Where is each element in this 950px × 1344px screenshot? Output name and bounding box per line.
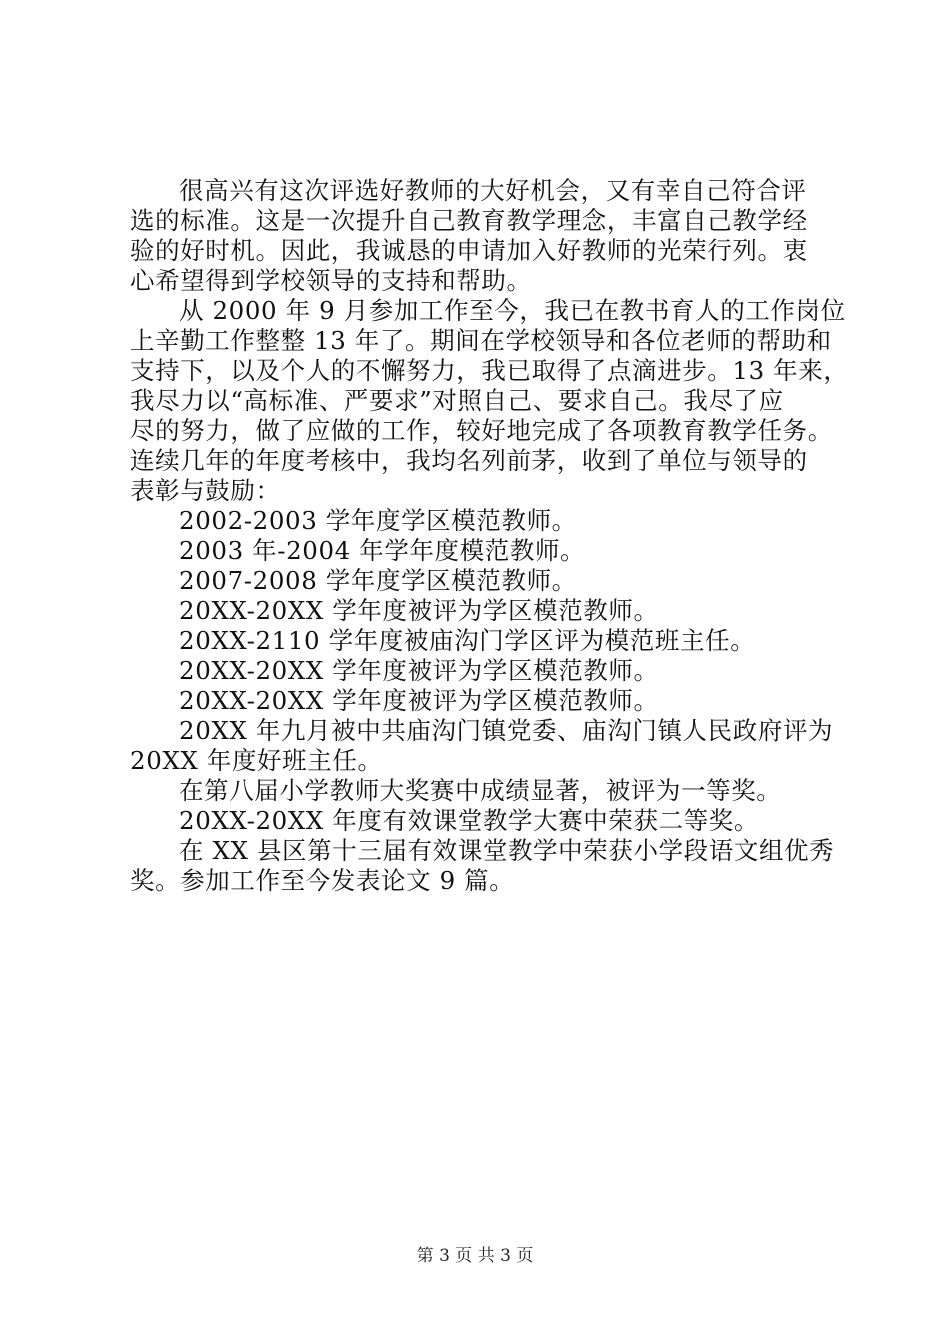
text-line: 从 2000 年 9 月参加工作至今，我已在教书育人的工作岗位 <box>179 296 846 325</box>
award-item: 2007-2008 学年度学区模范教师。 <box>179 566 577 595</box>
text-line: 验的好时机。因此，我诚恳的申请加入好教师的光荣行列。衷 <box>130 236 808 265</box>
award-item: 20XX-20XX 年度有效课堂教学大赛中荣获二等奖。 <box>179 806 760 835</box>
award-list <box>130 506 840 896</box>
text-line: 选的标准。这是一次提升自己教育教学理念，丰富自己教学经 <box>130 206 808 235</box>
text-line: 心希望得到学校领导的支持和帮助。 <box>130 266 532 295</box>
text-line: 我尽力以“高标准、严要求”对照自己、要求自己。我尽了应 <box>130 386 784 415</box>
award-item: 20XX-20XX 学年度被评为学区模范教师。 <box>179 656 659 685</box>
award-item: 2003 年-2004 年学年度模范教师。 <box>179 536 586 565</box>
text-line: 在 XX 县区第十三届有效课堂教学中荣获小学段语文组优秀 <box>179 836 835 865</box>
text-line: 连续几年的年度考核中，我均名列前茅，收到了单位与领导的 <box>130 446 808 475</box>
text-line: 很高兴有这次评选好教师的大好机会，又有幸自己符合评 <box>179 176 807 205</box>
text-line: 支持下，以及个人的不懈努力，我已取得了点滴进步。13 年来， <box>130 356 849 385</box>
award-item: 2002-2003 学年度学区模范教师。 <box>179 506 577 535</box>
paragraph-work-history <box>130 296 849 506</box>
text-line: 20XX 年度好班主任。 <box>130 746 383 775</box>
text-line: 尽的努力，做了应做的工作，较好地完成了各项教育教学任务。 <box>130 416 833 445</box>
award-item <box>130 716 840 776</box>
text-line: 上辛勤工作整整 13 年了。期间在学校领导和各位老师的帮助和 <box>130 326 832 355</box>
paragraph-application-intro <box>130 176 840 296</box>
text-line: 20XX 年九月被中共庙沟门镇党委、庙沟门镇人民政府评为 <box>179 716 834 745</box>
text-line: 奖。参加工作至今发表论文 9 篇。 <box>130 866 515 895</box>
award-item: 在第八届小学教师大奖赛中成绩显著，被评为一等奖。 <box>179 776 782 805</box>
text-line: 表彰与鼓励： <box>130 476 281 505</box>
award-item: 20XX-2110 学年度被庙沟门学区评为模范班主任。 <box>179 626 756 655</box>
document-body <box>130 176 849 896</box>
award-item <box>130 836 840 896</box>
page-number-footer: 第 3 页 共 3 页 <box>416 1246 534 1266</box>
award-item: 20XX-20XX 学年度被评为学区模范教师。 <box>179 596 659 625</box>
award-item: 20XX-20XX 学年度被评为学区模范教师。 <box>179 686 659 715</box>
